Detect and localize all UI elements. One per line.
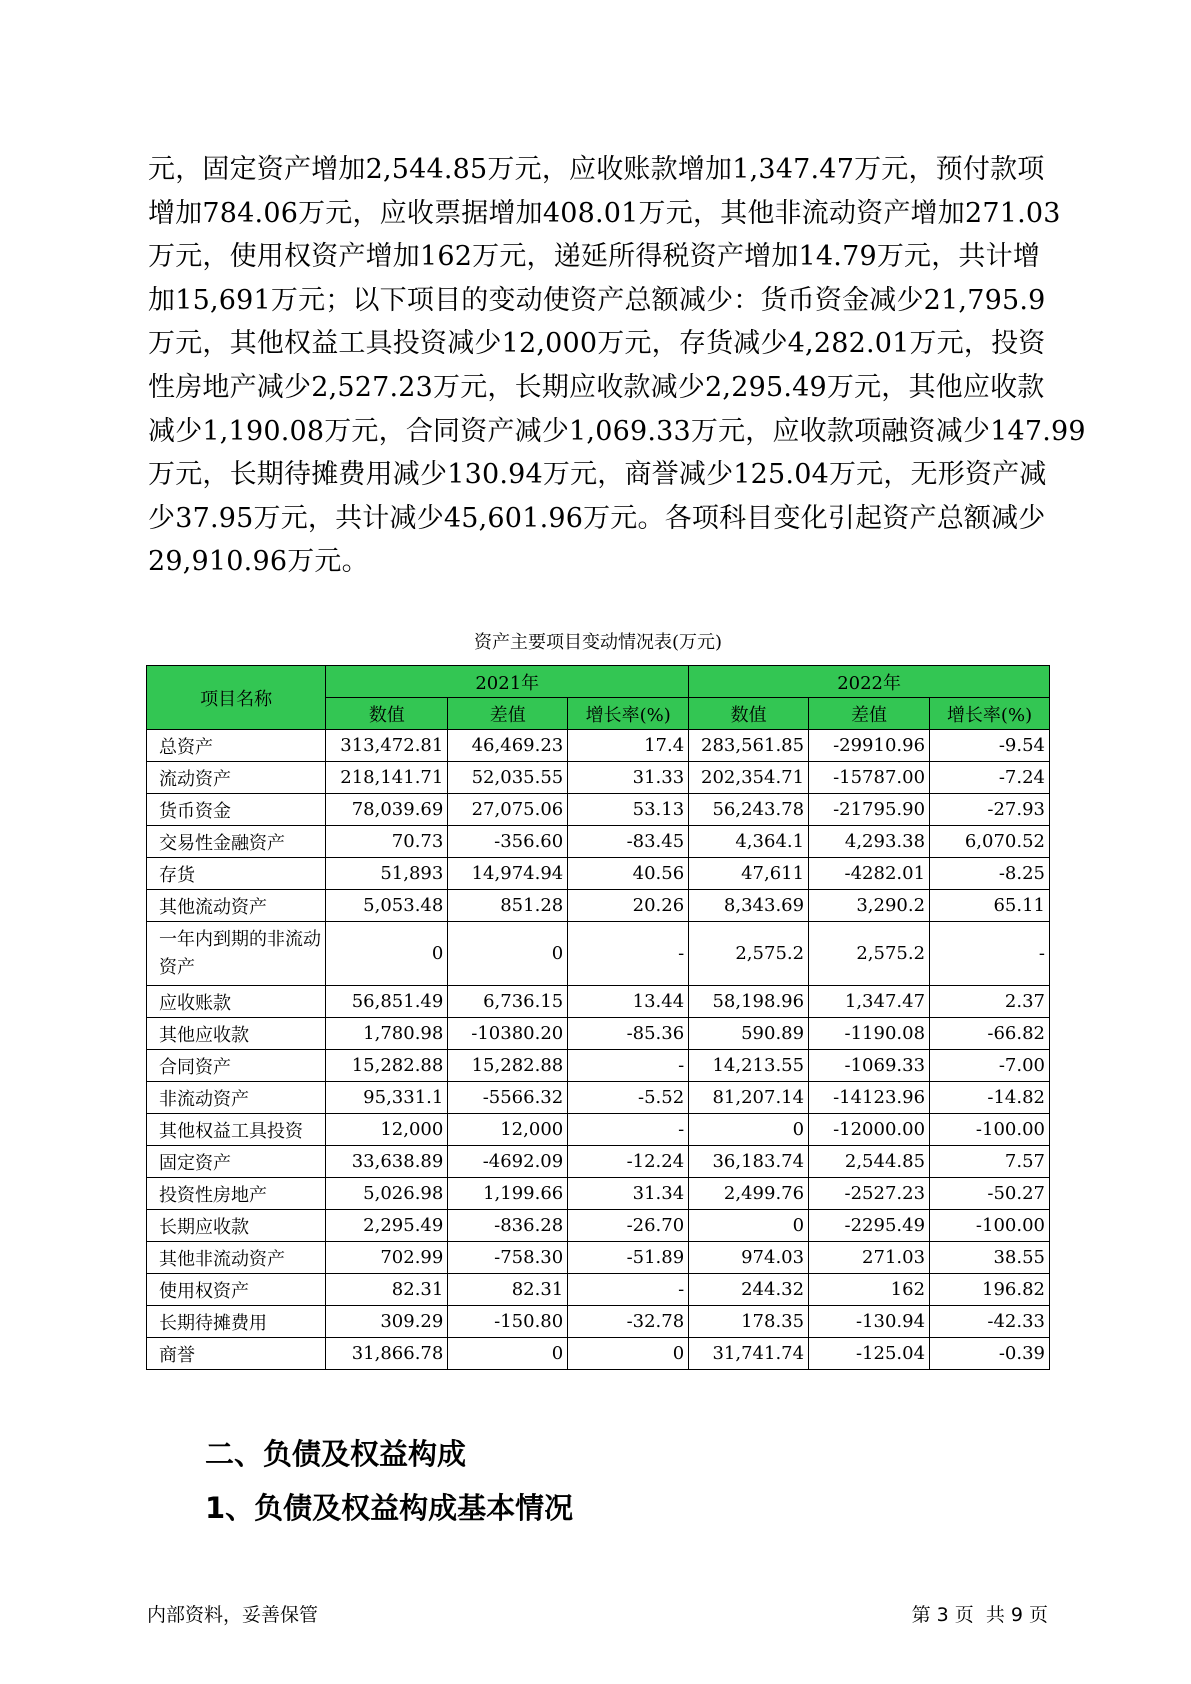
subheader-growth-2022: 增长率(%) <box>930 698 1050 730</box>
table-cell: 6,070.52 <box>930 826 1050 858</box>
table-cell: 14,974.94 <box>448 858 568 890</box>
table-cell: 31,866.78 <box>326 1338 448 1370</box>
table-cell: -356.60 <box>448 826 568 858</box>
row-item-name: 总资产 <box>147 730 326 762</box>
table-cell: 95,331.1 <box>326 1082 448 1114</box>
table-row <box>147 858 1050 890</box>
header-year-2021: 2021年 <box>326 666 689 698</box>
table-cell: -14.82 <box>930 1082 1050 1114</box>
subheader-growth-2021: 增长率(%) <box>568 698 689 730</box>
subheader-value-2021: 数值 <box>326 698 448 730</box>
table-cell: 702.99 <box>326 1242 448 1274</box>
table-cell: -5.52 <box>568 1082 689 1114</box>
table-cell: 46,469.23 <box>448 730 568 762</box>
table-row <box>147 826 1050 858</box>
asset-change-table <box>146 665 1050 1370</box>
table-cell: -150.80 <box>448 1306 568 1338</box>
table-cell: 0 <box>448 1338 568 1370</box>
table-row <box>147 1018 1050 1050</box>
body-paragraph <box>148 148 1086 584</box>
table-row <box>147 1082 1050 1114</box>
table-cell: 1,347.47 <box>809 986 930 1018</box>
table-cell: 58,198.96 <box>689 986 809 1018</box>
row-item-name: 投资性房地产 <box>147 1178 326 1210</box>
subsection-heading: 1、负债及权益构成基本情况 <box>205 1491 574 1525</box>
table-cell: -15787.00 <box>809 762 930 794</box>
table-cell: 31.33 <box>568 762 689 794</box>
footer-page-number: 第 3 页 共 9 页 <box>911 1604 1048 1626</box>
table-cell: 0 <box>689 1210 809 1242</box>
table-cell: -27.93 <box>930 794 1050 826</box>
table-caption: 资产主要项目变动情况表(万元) <box>473 632 723 653</box>
table-cell: 31,741.74 <box>689 1338 809 1370</box>
table-cell: -2527.23 <box>809 1178 930 1210</box>
table-cell: 271.03 <box>809 1242 930 1274</box>
paragraph-line: 万元，长期待摊费用减少130.94万元，商誉减少125.04万元，无形资产减 <box>148 459 1047 491</box>
paragraph-line: 元，固定资产增加2,544.85万元，应收账款增加1,347.47万元，预付款项 <box>148 154 1045 185</box>
table-cell: 0 <box>326 922 448 986</box>
table-cell: -85.36 <box>568 1018 689 1050</box>
table-cell: - <box>568 1114 689 1146</box>
table-cell: -66.82 <box>930 1018 1050 1050</box>
table-cell: 51,893 <box>326 858 448 890</box>
table-cell: 47,611 <box>689 858 809 890</box>
table-row <box>147 1274 1050 1306</box>
subheader-diff-2022: 差值 <box>809 698 930 730</box>
row-item-name: 使用权资产 <box>147 1274 326 1306</box>
table-cell: 313,472.81 <box>326 730 448 762</box>
table-cell: 12,000 <box>326 1114 448 1146</box>
table-cell: -1190.08 <box>809 1018 930 1050</box>
table-cell: 5,026.98 <box>326 1178 448 1210</box>
table-cell: 196.82 <box>930 1274 1050 1306</box>
table-cell: 20.26 <box>568 890 689 922</box>
table-cell: 70.73 <box>326 826 448 858</box>
table-cell: - <box>568 922 689 986</box>
table-cell: 65.11 <box>930 890 1050 922</box>
table-cell: 31.34 <box>568 1178 689 1210</box>
table-cell: 56,243.78 <box>689 794 809 826</box>
table-cell: -83.45 <box>568 826 689 858</box>
table-cell: 3,290.2 <box>809 890 930 922</box>
table-cell: 82.31 <box>326 1274 448 1306</box>
table-cell: 4,364.1 <box>689 826 809 858</box>
table-cell: -50.27 <box>930 1178 1050 1210</box>
table-cell: 82.31 <box>448 1274 568 1306</box>
table-cell: 40.56 <box>568 858 689 890</box>
table-cell: -51.89 <box>568 1242 689 1274</box>
header-year-2022: 2022年 <box>689 666 1050 698</box>
table-cell: 81,207.14 <box>689 1082 809 1114</box>
table-row <box>147 762 1050 794</box>
table-cell: 52,035.55 <box>448 762 568 794</box>
table-row <box>147 1178 1050 1210</box>
table-row <box>147 1146 1050 1178</box>
table-cell: -5566.32 <box>448 1082 568 1114</box>
row-item-name: 商誉 <box>147 1338 326 1370</box>
table-cell: -12000.00 <box>809 1114 930 1146</box>
table-cell: 2,499.76 <box>689 1178 809 1210</box>
table-cell: -10380.20 <box>448 1018 568 1050</box>
table-cell: 851.28 <box>448 890 568 922</box>
paragraph-line: 性房地产减少2,527.23万元，长期应收款减少2,295.49万元，其他应收款 <box>148 371 1045 403</box>
table-cell: 5,053.48 <box>326 890 448 922</box>
table-cell: -26.70 <box>568 1210 689 1242</box>
table-cell: -0.39 <box>930 1338 1050 1370</box>
table-cell: -2295.49 <box>809 1210 930 1242</box>
table-cell: 6,736.15 <box>448 986 568 1018</box>
table-cell: 974.03 <box>689 1242 809 1274</box>
table-cell: 1,199.66 <box>448 1178 568 1210</box>
paragraph-line: 增加784.06万元，应收票据增加408.01万元，其他非流动资产增加271.03 <box>148 197 1061 229</box>
table-cell: 590.89 <box>689 1018 809 1050</box>
table-cell: 283,561.85 <box>689 730 809 762</box>
table-cell: 2.37 <box>930 986 1050 1018</box>
table-cell: -7.24 <box>930 762 1050 794</box>
table-row <box>147 986 1050 1018</box>
row-item-name: 存货 <box>147 858 326 890</box>
row-item-name: 应收账款 <box>147 986 326 1018</box>
table-cell: -21795.90 <box>809 794 930 826</box>
table-cell: 4,293.38 <box>809 826 930 858</box>
table-cell: -836.28 <box>448 1210 568 1242</box>
table-cell: 0 <box>568 1338 689 1370</box>
row-item-name: 长期应收款 <box>147 1210 326 1242</box>
table-cell: -9.54 <box>930 730 1050 762</box>
table-cell: -7.00 <box>930 1050 1050 1082</box>
table-cell: -42.33 <box>930 1306 1050 1338</box>
table-cell: 0 <box>689 1114 809 1146</box>
table-cell: 202,354.71 <box>689 762 809 794</box>
row-item-name: 合同资产 <box>147 1050 326 1082</box>
paragraph-line: 减少1,190.08万元，合同资产减少1,069.33万元，应收款项融资减少147.99 <box>148 415 1086 447</box>
table-cell: -8.25 <box>930 858 1050 890</box>
paragraph-line: 29,910.96万元。 <box>148 546 369 578</box>
table-cell: 78,039.69 <box>326 794 448 826</box>
row-item-name: 固定资产 <box>147 1146 326 1178</box>
row-item-name: 其他流动资产 <box>147 890 326 922</box>
row-item-name: 一年内到期的非流动资产 <box>147 922 326 986</box>
table-cell: - <box>568 1274 689 1306</box>
row-item-name: 其他权益工具投资 <box>147 1114 326 1146</box>
paragraph-line: 万元，使用权资产增加162万元，递延所得税资产增加14.79万元，共计增 <box>148 241 1041 273</box>
table-cell: 13.44 <box>568 986 689 1018</box>
table-cell: 27,075.06 <box>448 794 568 826</box>
subheader-diff-2021: 差值 <box>448 698 568 730</box>
table-cell: -100.00 <box>930 1210 1050 1242</box>
table-cell: 15,282.88 <box>326 1050 448 1082</box>
table-row <box>147 1242 1050 1274</box>
table-cell: 7.57 <box>930 1146 1050 1178</box>
table-cell: 12,000 <box>448 1114 568 1146</box>
table-row <box>147 1338 1050 1370</box>
row-item-name: 其他应收款 <box>147 1018 326 1050</box>
table-cell: 33,638.89 <box>326 1146 448 1178</box>
table-cell: 53.13 <box>568 794 689 826</box>
paragraph-line: 少37.95万元，共计减少45,601.96万元。各项科目变化引起资产总额减少 <box>148 502 1046 534</box>
table-cell: 178.35 <box>689 1306 809 1338</box>
table-row <box>147 890 1050 922</box>
table-cell: 15,282.88 <box>448 1050 568 1082</box>
table-cell: -32.78 <box>568 1306 689 1338</box>
table-cell: 244.32 <box>689 1274 809 1306</box>
row-item-name: 非流动资产 <box>147 1082 326 1114</box>
table-cell: 309.29 <box>326 1306 448 1338</box>
paragraph-line: 万元，其他权益工具投资减少12,000万元，存货减少4,282.01万元，投资 <box>148 328 1046 360</box>
row-item-name: 流动资产 <box>147 762 326 794</box>
table-row <box>147 794 1050 826</box>
subheader-value-2022: 数值 <box>689 698 809 730</box>
table-row <box>147 1050 1050 1082</box>
table-cell: 2,295.49 <box>326 1210 448 1242</box>
table-cell: -130.94 <box>809 1306 930 1338</box>
table-row <box>147 1306 1050 1338</box>
table-cell: -14123.96 <box>809 1082 930 1114</box>
table-cell: -100.00 <box>930 1114 1050 1146</box>
table-cell: -758.30 <box>448 1242 568 1274</box>
table-cell: 218,141.71 <box>326 762 448 794</box>
table-cell: 17.4 <box>568 730 689 762</box>
table-cell: -125.04 <box>809 1338 930 1370</box>
table-cell: 38.55 <box>930 1242 1050 1274</box>
table-cell: -4282.01 <box>809 858 930 890</box>
table-cell: 1,780.98 <box>326 1018 448 1050</box>
table-cell: -1069.33 <box>809 1050 930 1082</box>
section-heading: 二、负债及权益构成 <box>205 1437 467 1471</box>
table-cell: -12.24 <box>568 1146 689 1178</box>
paragraph-line: 加15,691万元；以下项目的变动使资产总额减少：货币资金减少21,795.9 <box>148 284 1046 316</box>
row-item-name: 货币资金 <box>147 794 326 826</box>
table-row <box>147 1210 1050 1242</box>
table-cell: - <box>568 1050 689 1082</box>
table-cell: -4692.09 <box>448 1146 568 1178</box>
table-cell: 0 <box>448 922 568 986</box>
table-row <box>147 730 1050 762</box>
table-cell: 8,343.69 <box>689 890 809 922</box>
row-item-name: 交易性金融资产 <box>147 826 326 858</box>
table-row <box>147 922 1050 986</box>
table-cell: - <box>930 922 1050 986</box>
table-cell: -29910.96 <box>809 730 930 762</box>
table-cell: 2,575.2 <box>809 922 930 986</box>
table-cell: 162 <box>809 1274 930 1306</box>
table-cell: 56,851.49 <box>326 986 448 1018</box>
table-cell: 36,183.74 <box>689 1146 809 1178</box>
header-item-name: 项目名称 <box>147 666 326 730</box>
footer-confidential-note: 内部资料，妥善保管 <box>147 1604 319 1626</box>
table-cell: 2,544.85 <box>809 1146 930 1178</box>
table-cell: 14,213.55 <box>689 1050 809 1082</box>
row-item-name: 长期待摊费用 <box>147 1306 326 1338</box>
table-row <box>147 1114 1050 1146</box>
row-item-name: 其他非流动资产 <box>147 1242 326 1274</box>
table-cell: 2,575.2 <box>689 922 809 986</box>
